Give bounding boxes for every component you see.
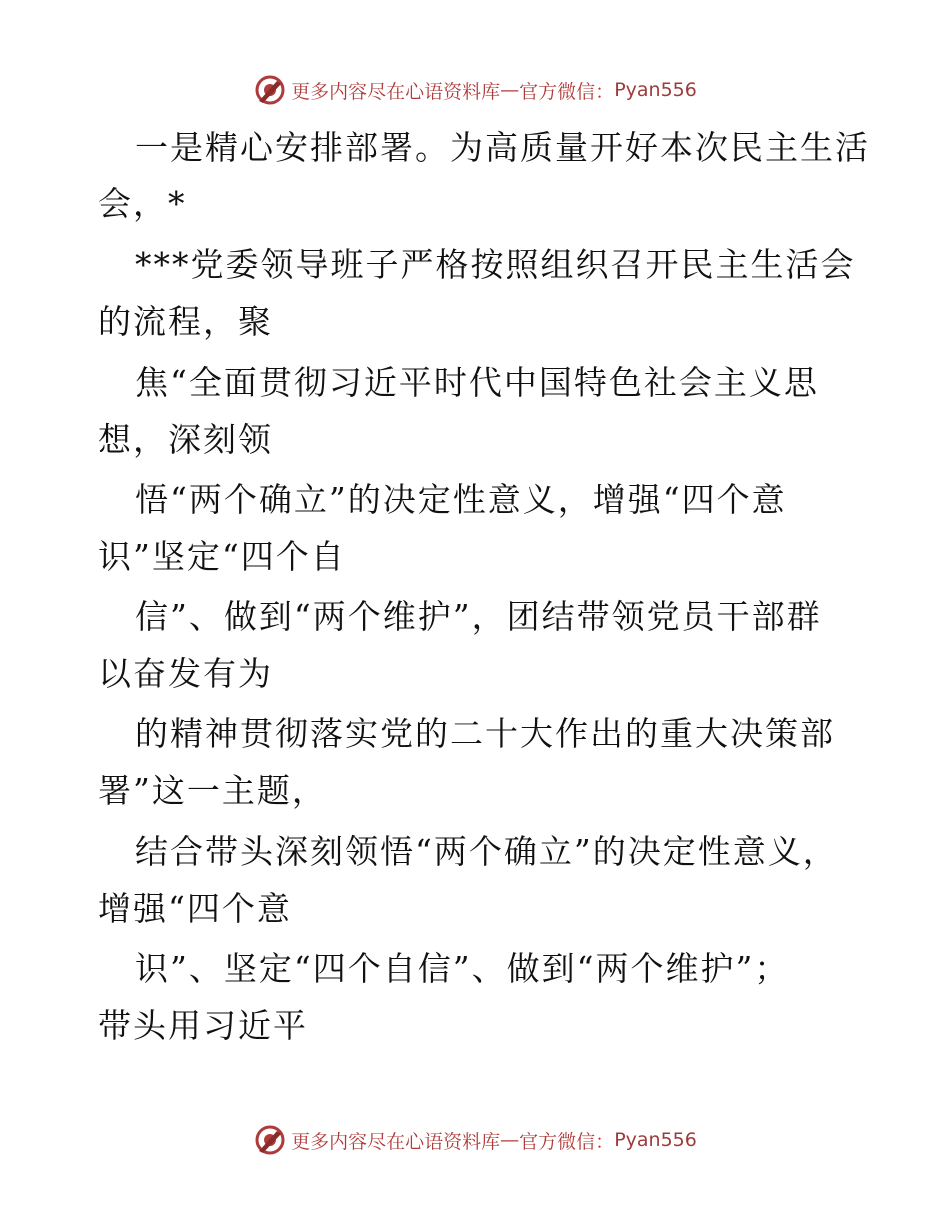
body-line: 结合带头深刻领悟“两个确立”的决定性意义，: [135, 832, 838, 871]
body-line: 带头用习近平: [98, 1006, 308, 1045]
footer-wechat-label: 官方微信：: [519, 1130, 615, 1153]
body-line: 悟“两个确立”的决定性意义，增强“四个意: [135, 480, 787, 519]
footer-banner: [0, 1120, 950, 1160]
body-line: 想，深刻领: [98, 420, 273, 459]
body-line: 以奋发有为: [98, 654, 273, 693]
body-line: 署”这一主题，: [98, 771, 327, 810]
header-dash: —: [500, 79, 520, 101]
body-line: 识”、坚定“四个自信”、做到“两个维护”；: [135, 949, 790, 988]
header-wechat-label: 官方微信：: [519, 80, 615, 103]
body-line: 的精神贯彻落实党的二十大作出的重大决策部: [135, 714, 835, 753]
header-main-text: 更多内容尽在心语资料库: [291, 80, 501, 103]
body-line: 会，*: [98, 184, 187, 223]
footer-wechat-id: Pyan556: [614, 1129, 697, 1151]
body-line: 焦“全面贯彻习近平时代中国特色社会主义思: [135, 363, 819, 402]
body-line: 一是精心安排部署。为高质量开好本次民主生活: [135, 128, 870, 167]
body-line: 增强“四个意: [98, 889, 292, 928]
body-line: 信”、做到“两个维护”，团结带领党员干部群: [135, 597, 822, 636]
body-line: 的流程，聚: [98, 302, 273, 341]
footer-dash: —: [500, 1129, 520, 1151]
body-line: 识”坚定“四个自: [98, 537, 346, 576]
footer-main-text: 更多内容尽在心语资料库: [291, 1130, 501, 1153]
body-line: ***党委领导班子严格按照组织召开民主生活会: [135, 245, 856, 284]
logo-icon: [253, 1123, 287, 1157]
header-wechat-id: Pyan556: [614, 79, 697, 101]
